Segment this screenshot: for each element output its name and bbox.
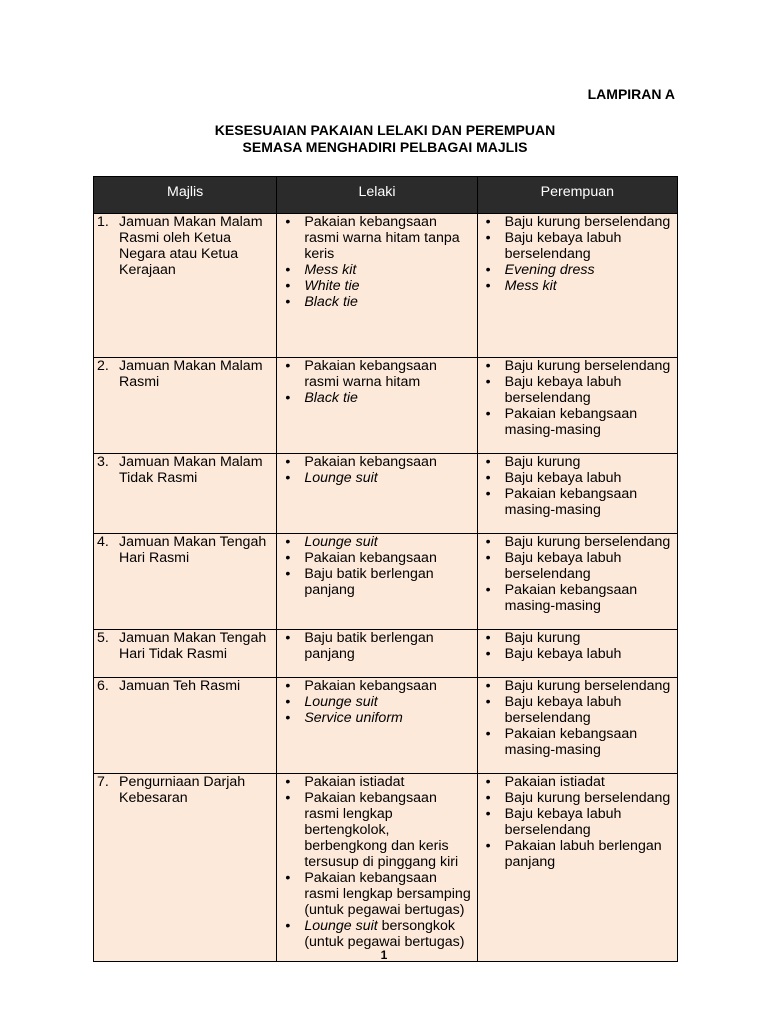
table-row xyxy=(94,774,678,962)
attire-item xyxy=(478,214,677,230)
cell-lelaki xyxy=(277,454,477,534)
attire-text: Baju kebaya labuh berselendang xyxy=(504,230,622,262)
attire-item xyxy=(277,710,476,726)
attire-item xyxy=(277,694,476,710)
attire-text: Baju kurung xyxy=(504,630,581,646)
cell-perempuan xyxy=(477,678,677,774)
lelaki-attire-list xyxy=(277,774,476,950)
attire-text: Pakaian kebangsaan rasmi lengkap bersamping (untuk pegawai bertugas) xyxy=(304,870,471,918)
attire-item xyxy=(478,358,677,374)
perempuan-attire-list xyxy=(478,678,677,758)
attire-item xyxy=(478,534,677,550)
attire-item xyxy=(277,390,476,406)
attire-text: Lounge suit xyxy=(304,534,378,550)
attire-text: Baju kebaya labuh berselendang xyxy=(504,806,622,838)
cell-perempuan xyxy=(477,454,677,534)
attire-item xyxy=(277,790,476,870)
lelaki-attire-list xyxy=(277,678,476,726)
table-row xyxy=(94,214,678,358)
attire-item xyxy=(478,790,677,806)
attire-item xyxy=(478,774,677,790)
dress-code-table xyxy=(93,176,678,962)
cell-perempuan xyxy=(477,214,677,358)
row-number: 1. xyxy=(97,214,109,230)
attire-text: Lounge suit xyxy=(304,470,378,486)
perempuan-attire-list xyxy=(478,534,677,614)
appendix-label: LAMPIRAN A xyxy=(587,86,675,102)
attire-text: Evening dress xyxy=(504,262,595,278)
attire-text: Pakaian istiadat xyxy=(504,774,605,790)
attire-text-suffix: bersongkok (untuk pegawai bertugas) xyxy=(304,918,465,950)
attire-item xyxy=(478,806,677,838)
perempuan-attire-list xyxy=(478,774,677,870)
page-number: 1 xyxy=(380,948,388,962)
attire-text: Pakaian kebangsaan masing-masing xyxy=(504,486,638,518)
lelaki-attire-list xyxy=(277,454,476,486)
header-perempuan: Perempuan xyxy=(477,177,677,214)
cell-lelaki xyxy=(277,358,477,454)
attire-text: Pakaian istiadat xyxy=(304,774,405,790)
attire-text: Pakaian kebangsaan xyxy=(304,454,437,470)
cell-majlis xyxy=(94,774,277,962)
row-number: 7. xyxy=(97,774,109,790)
attire-item xyxy=(277,262,476,278)
table-row xyxy=(94,678,678,774)
table-row xyxy=(94,358,678,454)
event-name: Jamuan Makan Malam Rasmi xyxy=(119,358,263,390)
attire-text: Baju kurung berselendang xyxy=(504,214,671,230)
cell-lelaki xyxy=(277,774,477,962)
title-line-2: SEMASA MENGHADIRI PELBAGAI MAJLIS xyxy=(242,139,528,155)
table-row xyxy=(94,630,678,678)
perempuan-attire-list xyxy=(478,214,677,294)
attire-text: Pakaian kebangsaan rasmi lengkap bertengkolok, berbengkong dan keris tersusup di pinggang kiri xyxy=(304,790,459,870)
attire-text: Baju kebaya labuh xyxy=(504,470,622,486)
attire-text: Mess kit xyxy=(304,262,357,278)
attire-text: Mess kit xyxy=(504,278,557,294)
event-name: Jamuan Makan Malam Rasmi oleh Ketua Negara atau Ketua Kerajaan xyxy=(119,214,263,278)
cell-majlis xyxy=(94,454,277,534)
attire-text: Lounge suit xyxy=(304,694,378,710)
attire-text: Service uniform xyxy=(304,710,403,726)
attire-item xyxy=(478,838,677,870)
attire-text: Baju kebaya labuh berselendang xyxy=(504,374,622,406)
table-header-row xyxy=(94,177,678,214)
attire-text: Lounge suit xyxy=(304,918,378,934)
cell-majlis xyxy=(94,630,277,678)
attire-item xyxy=(478,646,677,662)
perempuan-attire-list xyxy=(478,454,677,518)
attire-text: Pakaian labuh berlengan panjang xyxy=(504,838,662,870)
table-row xyxy=(94,534,678,630)
attire-item xyxy=(478,454,677,470)
attire-text: Baju kebaya labuh berselendang xyxy=(504,694,622,726)
table-row xyxy=(94,454,678,534)
attire-item xyxy=(277,454,476,470)
attire-item xyxy=(478,582,677,614)
header-lelaki: Lelaki xyxy=(277,177,477,214)
attire-item xyxy=(277,534,476,550)
attire-text: Black tie xyxy=(304,390,358,406)
attire-item xyxy=(277,214,476,262)
attire-item xyxy=(277,358,476,390)
attire-text: Pakaian kebangsaan rasmi warna hitam tanpa keris xyxy=(304,214,460,262)
cell-majlis xyxy=(94,358,277,454)
attire-item xyxy=(478,262,677,278)
attire-item xyxy=(478,630,677,646)
title-line-1: KESESUAIAN PAKAIAN LELAKI DAN PEREMPUAN xyxy=(214,122,556,138)
perempuan-attire-list xyxy=(478,358,677,438)
attire-text: Baju batik berlengan panjang xyxy=(304,630,434,662)
attire-item xyxy=(478,678,677,694)
attire-item xyxy=(478,486,677,518)
lelaki-attire-list xyxy=(277,534,476,598)
attire-item xyxy=(277,470,476,486)
attire-item xyxy=(277,870,476,918)
cell-perempuan xyxy=(477,358,677,454)
cell-majlis xyxy=(94,214,277,358)
attire-item xyxy=(478,278,677,294)
attire-text: Baju kurung berselendang xyxy=(504,678,671,694)
row-number: 3. xyxy=(97,454,109,470)
attire-item xyxy=(277,678,476,694)
cell-lelaki xyxy=(277,214,477,358)
event-name: Jamuan Makan Malam Tidak Rasmi xyxy=(119,454,263,486)
cell-majlis xyxy=(94,678,277,774)
event-name: Pengurniaan Darjah Kebesaran xyxy=(119,774,246,806)
attire-item xyxy=(478,694,677,726)
attire-item xyxy=(478,470,677,486)
row-number: 2. xyxy=(97,358,109,374)
attire-text: Black tie xyxy=(304,294,358,310)
row-number: 4. xyxy=(97,534,109,550)
attire-item xyxy=(478,550,677,582)
row-number: 5. xyxy=(97,630,109,646)
event-name: Jamuan Makan Tengah Hari Rasmi xyxy=(119,534,267,566)
header-majlis: Majlis xyxy=(94,177,277,214)
row-number: 6. xyxy=(97,678,109,694)
cell-lelaki xyxy=(277,534,477,630)
attire-text: Pakaian kebangsaan masing-masing xyxy=(504,726,638,758)
document-title xyxy=(93,122,677,156)
attire-item xyxy=(277,630,476,662)
cell-lelaki xyxy=(277,678,477,774)
lelaki-attire-list xyxy=(277,630,476,662)
cell-majlis xyxy=(94,534,277,630)
attire-item xyxy=(277,550,476,566)
attire-item xyxy=(478,406,677,438)
attire-text: Baju kurung berselendang xyxy=(504,358,671,374)
attire-item xyxy=(478,726,677,758)
lelaki-attire-list xyxy=(277,358,476,406)
attire-text: Baju kebaya labuh berselendang xyxy=(504,550,622,582)
attire-text: Pakaian kebangsaan xyxy=(304,678,437,694)
attire-text: Pakaian kebangsaan xyxy=(304,550,437,566)
attire-item xyxy=(277,774,476,790)
cell-perempuan xyxy=(477,630,677,678)
cell-perempuan xyxy=(477,534,677,630)
attire-text: White tie xyxy=(304,278,360,294)
attire-item xyxy=(478,374,677,406)
attire-text: Baju kebaya labuh xyxy=(504,646,622,662)
attire-text: Pakaian kebangsaan masing-masing xyxy=(504,406,638,438)
event-name: Jamuan Makan Tengah Hari Tidak Rasmi xyxy=(119,630,267,662)
attire-text: Baju kurung berselendang xyxy=(504,790,671,806)
attire-item xyxy=(277,278,476,294)
attire-item xyxy=(277,294,476,310)
lelaki-attire-list xyxy=(277,214,476,310)
attire-text: Baju kurung berselendang xyxy=(504,534,671,550)
cell-perempuan xyxy=(477,774,677,962)
attire-text: Baju batik berlengan panjang xyxy=(304,566,434,598)
cell-lelaki xyxy=(277,630,477,678)
attire-item xyxy=(277,918,476,950)
perempuan-attire-list xyxy=(478,630,677,662)
attire-text: Baju kurung xyxy=(504,454,581,470)
attire-item xyxy=(277,566,476,598)
event-name: Jamuan Teh Rasmi xyxy=(119,678,241,694)
attire-text: Pakaian kebangsaan rasmi warna hitam xyxy=(304,358,437,390)
attire-text: Pakaian kebangsaan masing-masing xyxy=(504,582,638,614)
attire-item xyxy=(478,230,677,262)
